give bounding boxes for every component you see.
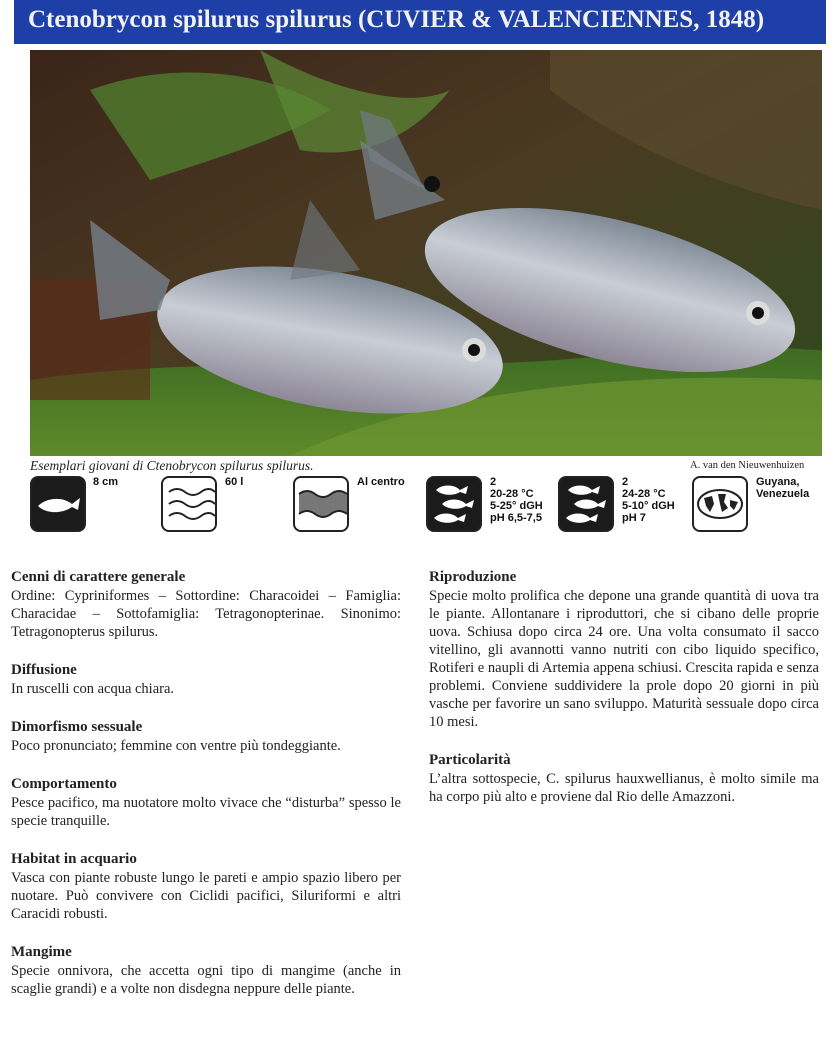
fish-photo-illustration bbox=[30, 50, 822, 456]
section-food bbox=[11, 943, 401, 998]
water1-line: 2 bbox=[490, 476, 497, 488]
tank-volume-icon bbox=[161, 476, 217, 532]
section-heading: Dimorfismo sessuale bbox=[11, 719, 143, 735]
fish-size-value: 8 cm bbox=[93, 476, 119, 488]
group-fish-icon bbox=[426, 476, 482, 532]
section-text: Specie molto prolifica che depone una grande quantità di uova tra le piante. Allontanare i riproduttori, che si cibano delle proprie uova. Schiusa dopo circa 24 ore. Una volta consumato il sacco vitellino, gli avannotti vanno nutriti con cibo liquido specifico, Rotiferi e naupli di Artemia appena schiusi. Crescita rapida e senza problemi. Conviene suddividere la prole dopo 20 giorni in più vasche per favorire un sano sviluppo. Maturità sessuale dopo circa 10 mesi. bbox=[429, 588, 819, 730]
swimming-zone-value: Al centro bbox=[357, 476, 405, 488]
section-dimorphism bbox=[11, 718, 401, 755]
section-general bbox=[11, 568, 401, 641]
world-map-icon bbox=[692, 476, 748, 532]
section-text: Specie onnivora, che accetta ogni tipo di mangime (anche in scaglie grandi) e a volte non disdegna neppure delle piante. bbox=[11, 963, 401, 997]
water1-line: pH 6,5-7,5 bbox=[490, 512, 542, 524]
section-text: Vasca con piante robuste lungo le pareti e ampio spazio libero per nuotare. Può convivere con Ciclidi pacifici, Siluriformi e altri Caracidi robusti. bbox=[11, 870, 401, 922]
section-text: Ordine: Cypriniformes – Sottordine: Characoidei – Famiglia: Characidae – Sottofamiglia: Tetragonopterinae. Sinonimo: Tetragonopterus spilurus. bbox=[11, 588, 401, 640]
swimming-zone-icon bbox=[293, 476, 349, 532]
section-behaviour bbox=[11, 775, 401, 830]
region-line: Guyana, bbox=[756, 476, 800, 488]
photo-caption: Esemplari giovani di Ctenobrycon spilurus spilurus. bbox=[30, 458, 314, 473]
water1-line: 5-25° dGH bbox=[490, 500, 543, 512]
water2-line: 5-10° dGH bbox=[622, 500, 675, 512]
symbol-row bbox=[30, 476, 830, 536]
section-text: In ruscelli con acqua chiara. bbox=[11, 681, 175, 697]
water-params-2 bbox=[622, 476, 675, 524]
photo-credit: A. van den Nieuwenhuizen bbox=[690, 460, 805, 471]
section-heading: Habitat in acquario bbox=[11, 851, 137, 867]
breeding-fish-icon bbox=[558, 476, 614, 532]
section-particulars bbox=[429, 751, 819, 806]
right-column bbox=[429, 568, 819, 826]
region-line: Venezuela bbox=[756, 488, 810, 500]
section-heading: Comportamento bbox=[11, 776, 117, 792]
section-text: Pesce pacifico, ma nuotatore molto vivace che “disturba” spesso le specie tranquille. bbox=[11, 795, 401, 829]
section-heading: Diffusione bbox=[11, 662, 77, 678]
region-value bbox=[756, 476, 809, 500]
section-heading: Particolarità bbox=[429, 752, 511, 768]
fish-size-icon bbox=[30, 476, 86, 532]
water2-line: 2 bbox=[622, 476, 629, 488]
water2-line: 24-28 °C bbox=[622, 488, 666, 500]
fish-photo bbox=[30, 50, 822, 456]
section-heading: Mangime bbox=[11, 944, 72, 960]
section-distribution bbox=[11, 661, 401, 698]
tank-volume-value: 60 l bbox=[225, 476, 244, 488]
section-heading: Cenni di carattere generale bbox=[11, 569, 186, 585]
section-habitat bbox=[11, 850, 401, 923]
water2-line: pH 7 bbox=[622, 512, 646, 524]
section-reproduction bbox=[429, 568, 819, 731]
left-column bbox=[11, 568, 401, 1018]
page-title: Ctenobrycon spilurus spilurus (CUVIER & VALENCIENNES, 1848) bbox=[14, 0, 826, 44]
section-text: Poco pronunciato; femmine con ventre più tondeggiante. bbox=[11, 738, 341, 754]
water1-line: 20-28 °C bbox=[490, 488, 534, 500]
section-text: L’altra sottospecie, C. spilurus hauxwellianus, è molto simile ma ha corpo più alto e proviene dal Rio delle Amazzoni. bbox=[429, 771, 819, 805]
water-params-1 bbox=[490, 476, 543, 524]
section-heading: Riproduzione bbox=[429, 569, 517, 585]
